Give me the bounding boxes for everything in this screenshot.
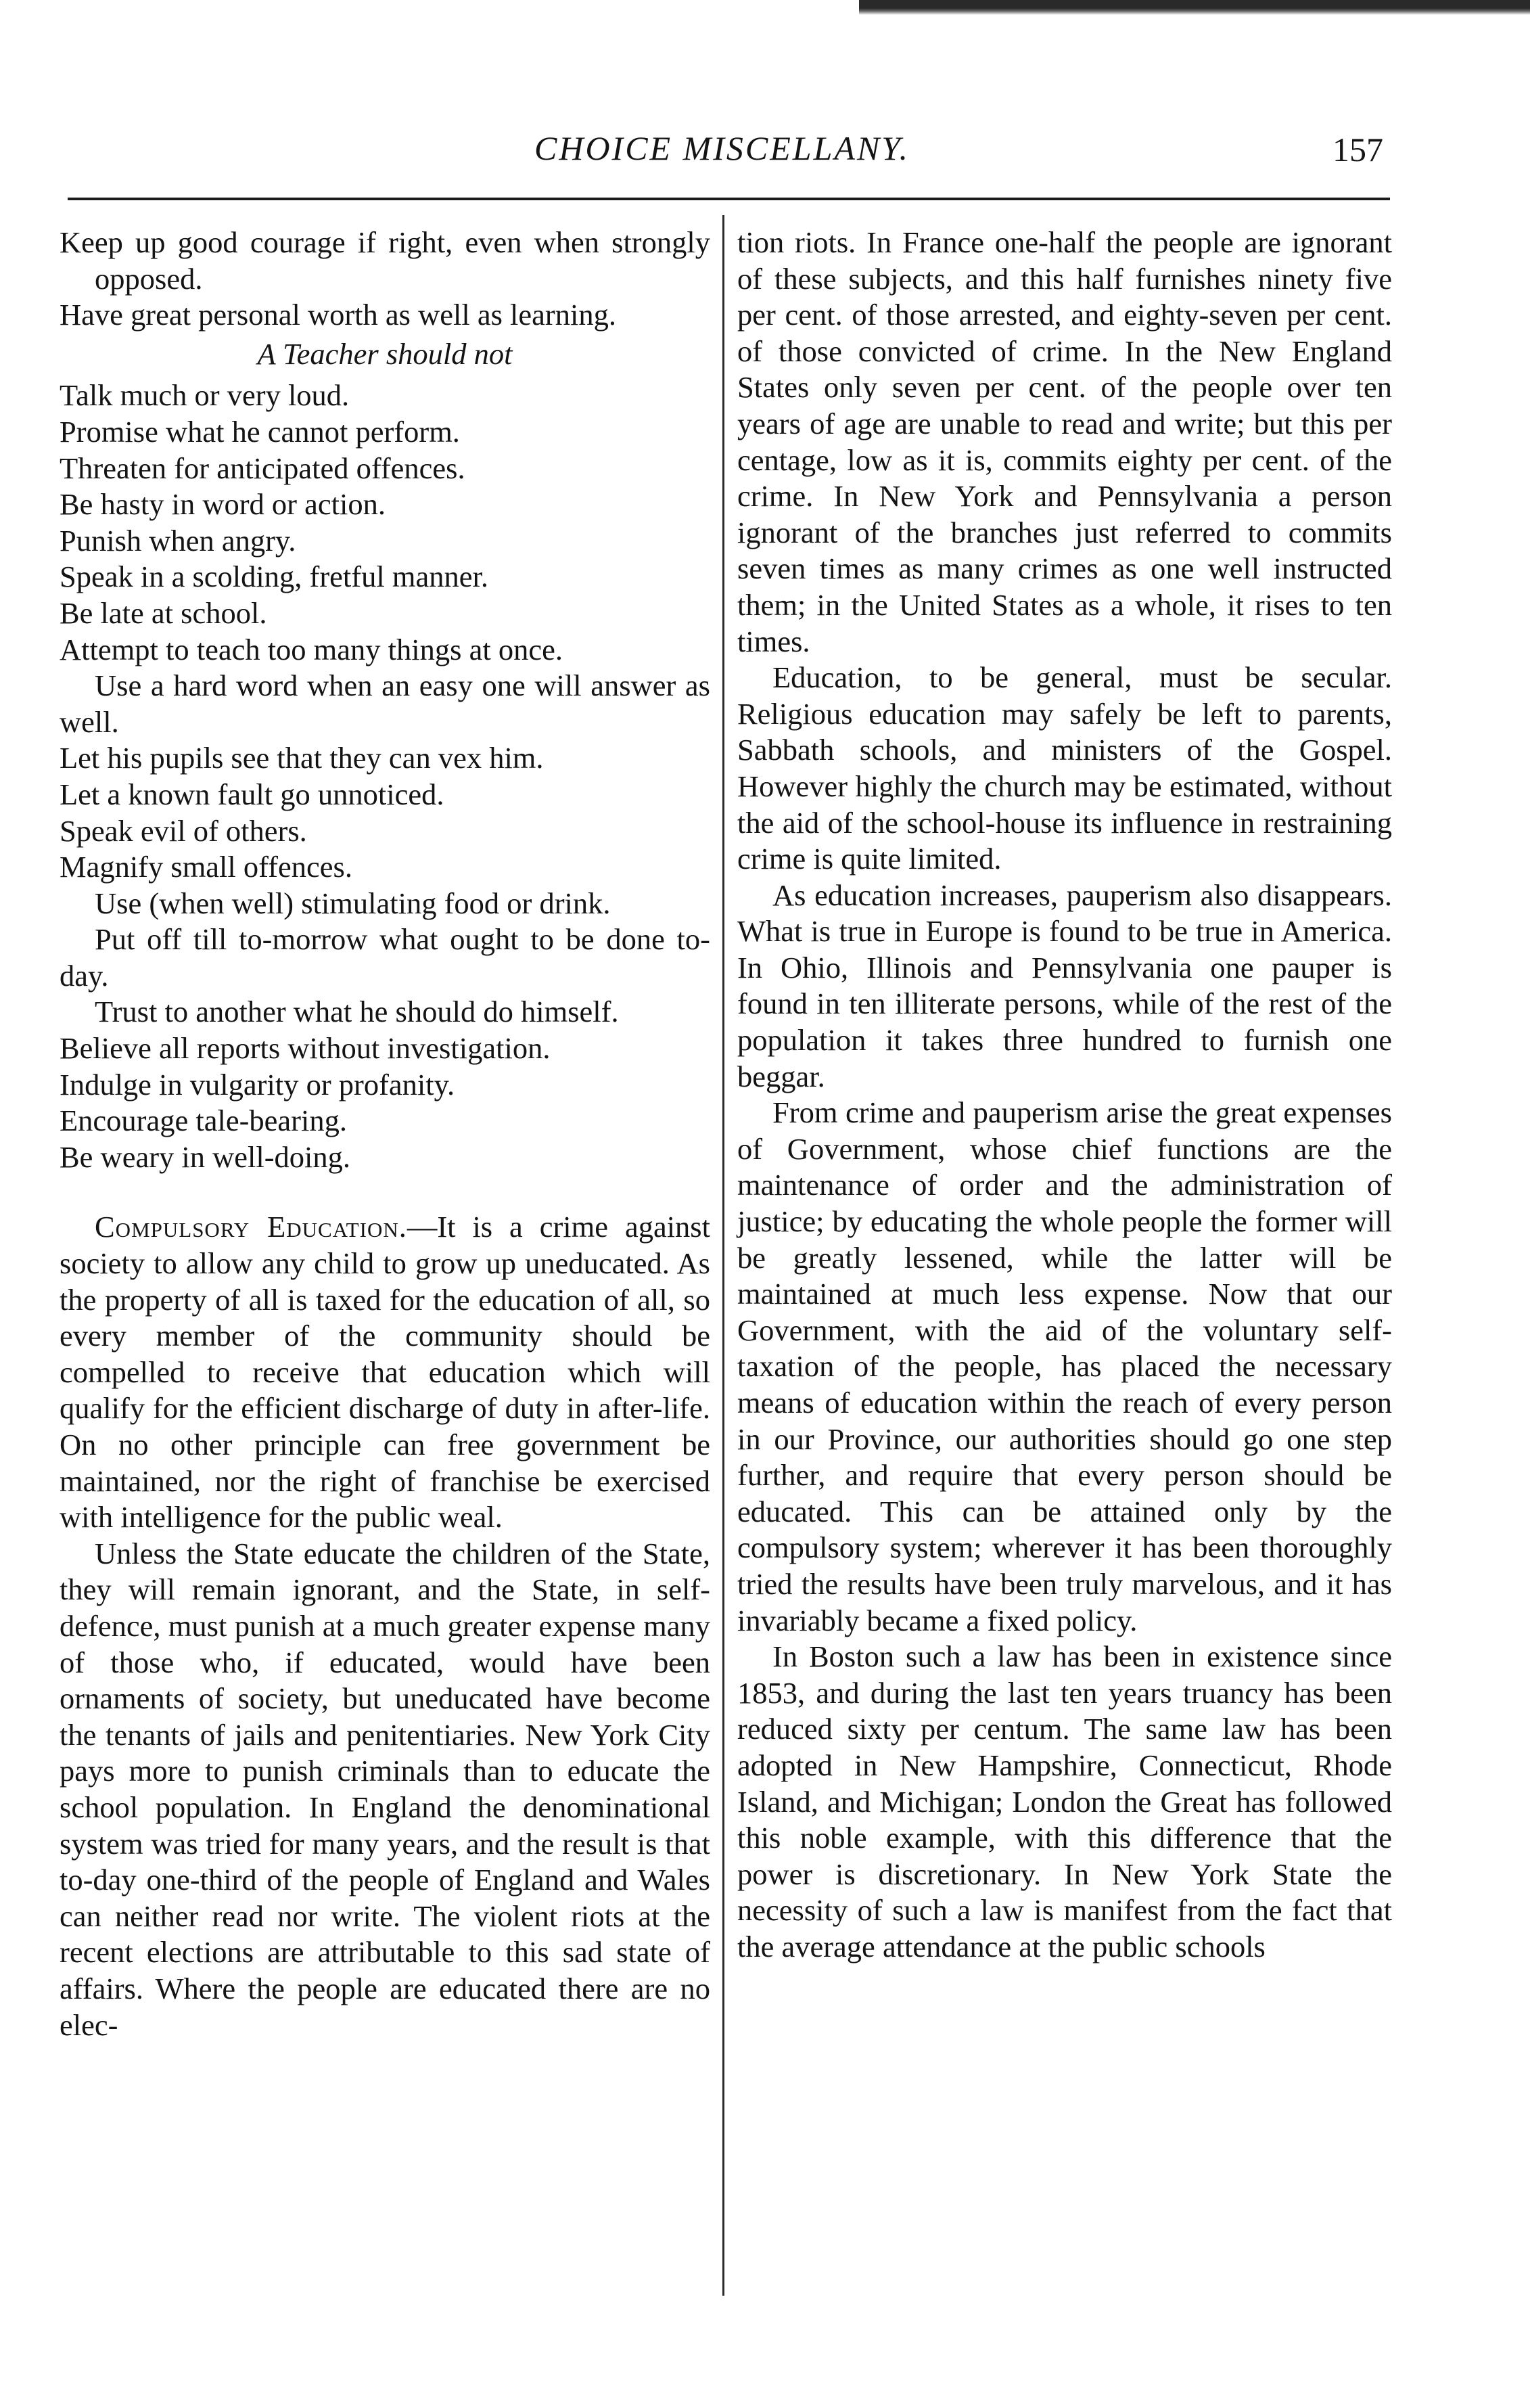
- list-item: Speak evil of others.: [60, 813, 307, 848]
- list-item: Promise what he cannot perform.: [60, 414, 460, 449]
- section-title: Compulsory Education.: [95, 1210, 407, 1244]
- intro-line-1: Keep up good courage if right, even when strongly opposed.: [60, 225, 710, 296]
- paragraph-secular-education: Education, to be general, must be secular. Religious education may safely be left to parents, Sabbath schools, and ministers of the Gospel. However highly the church may be estimated, without the aid of the school-house its influence in restraining crime is quite limited.: [737, 660, 1392, 876]
- list-item: Be late at school.: [60, 595, 267, 630]
- list-item: Be hasty in word or action.: [60, 487, 386, 522]
- list-item: Attempt to teach too many things at once.: [60, 632, 563, 666]
- list-item: Use (when well) stimulating food or drink.: [95, 886, 611, 920]
- list-item: Talk much or very loud.: [60, 378, 350, 413]
- list-item: Put off till to-morrow what ought to be done to-day.: [60, 922, 710, 993]
- list-item: Let a known fault go unnoticed.: [60, 777, 444, 811]
- list-item: Be weary in well-doing.: [60, 1139, 351, 1174]
- list-item: Magnify small offences.: [60, 850, 352, 884]
- paragraph-pauperism: As education increases, pauperism also disappears. What is true in Europe is found to be true in America. In Ohio, Illinois and Pennsylvania one pauper is found in ten illiterate persons, while of the rest of the population it takes three hundred to furnish one beggar.: [737, 878, 1392, 1093]
- list-item: Let his pupils see that they can vex him.: [60, 741, 544, 775]
- header-rule: [68, 198, 1390, 200]
- compulsory-education-paragraph-2: Unless the State educate the children of the State, they will remain ignorant, and the State, in self-defence, must punish at a much greater expense many of those who, if educated, would have been ornaments of society, but uneducated have become the tenants of jails and penitentiaries. New York City pays more to punish criminals than to educate the school population. In England the denominational system was tried for many years, and the result is that to-day one-third of the people of England and Wales can neither read nor write. The violent riots at the recent elections are attributable to this sad state of affairs. Where the people are educated there are no elec-: [60, 1536, 710, 2042]
- list-item: Believe all reports without investigation.: [60, 1031, 551, 1066]
- list-item: Punish when angry.: [60, 523, 296, 558]
- page-header: [54, 122, 1390, 183]
- list-item: Encourage tale-bearing.: [60, 1104, 347, 1138]
- list-item: Trust to another what he should do himself.: [95, 995, 619, 1029]
- column-divider: [722, 215, 724, 2296]
- list-item: Use a hard word when an easy one will answer as well.: [60, 668, 710, 739]
- list-item: Threaten for anticipated offences.: [60, 451, 465, 485]
- top-printed-rule: [859, 0, 1530, 15]
- list-item: Speak in a scolding, fretful manner.: [60, 560, 488, 594]
- paragraph-text: —It is a crime against society to allow any child to grow up uneducated. As the property of all is taxed for the education of all, so every member of the community should be compelled to receive that education which will qualify for the efficient discharge of duty in after-life. On no other principle can free government be maintained, nor the right of franchise be exercised with intelligence for the public weal.: [60, 1210, 710, 1535]
- right-column: [737, 225, 1392, 1966]
- left-column: [60, 225, 710, 2043]
- page-number: 157: [1332, 131, 1383, 168]
- running-head: CHOICE MISCELLANY.: [534, 129, 910, 167]
- paragraph-government-expenses: From crime and pauperism arise the great expenses of Government, whose chief functions are the maintenance of order and the administration of justice; by educating the whole people the former will be greatly lessened, while the latter will be maintained at much less expense. Now that our Government, with the aid of the voluntary self-taxation of the people, has placed the necessary means of education within the reach of every person in our Province, our authorities should go one step further, and require that every person should be educated. This can be attained only by the compulsory system; wherever it has been thoroughly tried the results have been truly marvelous, and it has invariably became a fixed policy.: [737, 1095, 1392, 1637]
- paragraph-boston-law: In Boston such a law has been in existence since 1853, and during the last ten years truancy has been reduced sixty per centum. The same law has been adopted in New Hampshire, Connecticut, Rhode Island, and Michigan; London the Great has followed this noble example, with this difference that the power is discretionary. In New York State the necessity of such a law is manifest from the fact that the average attendance at the public schools: [737, 1639, 1392, 1963]
- list-item: Indulge in vulgarity or profanity.: [60, 1067, 455, 1101]
- teacher-list-heading: A Teacher should not: [257, 336, 513, 371]
- compulsory-education-paragraph-1: [60, 1209, 710, 1535]
- continued-paragraph: tion riots. In France one-half the people are ignorant of these subjects, and this half furnishes ninety five per cent. of those arrested, and eighty-seven per cent. of those convicted of crime. In the New England States only seven per cent. of the people over ten years of age are unable to read and write; but this per centage, low as it is, commits eighty per cent. of the crime. In New York and Pennsylvania a person ignorant of the branches just referred to commits seven times as many crimes as one well instructed them; in the United States as a whole, it rises to ten times.: [737, 225, 1392, 658]
- teacher-dont-list: [60, 378, 710, 1175]
- intro-line-2: Have great personal worth as well as learning.: [60, 298, 616, 332]
